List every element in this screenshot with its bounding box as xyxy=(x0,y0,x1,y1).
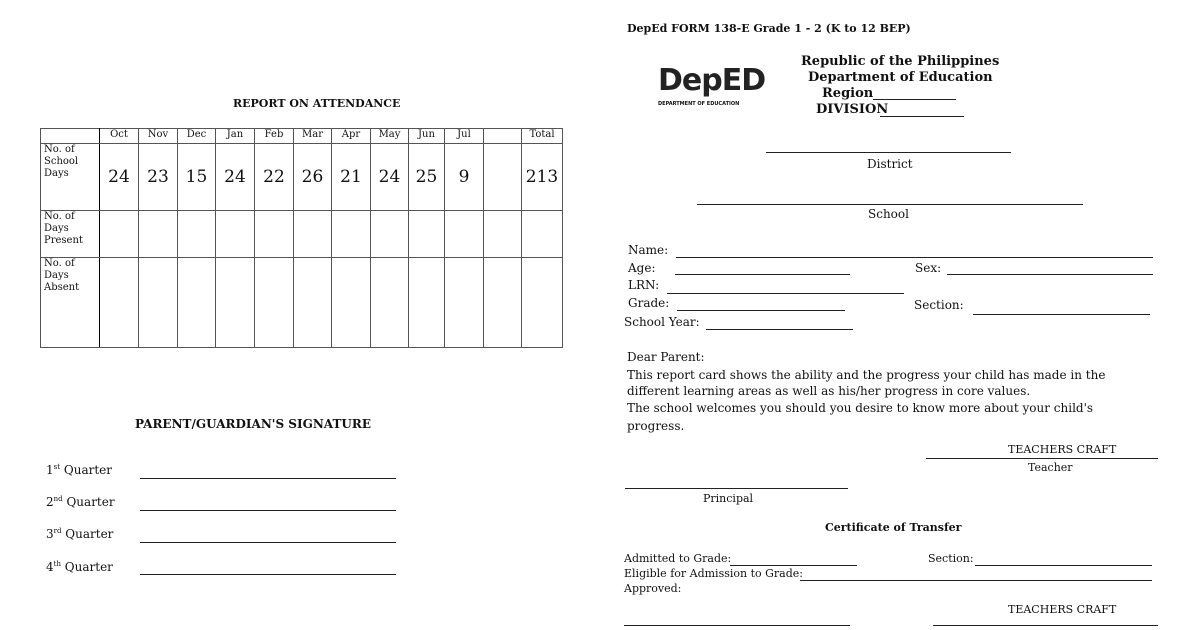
cell: 25 xyxy=(409,144,445,211)
eligible-field[interactable] xyxy=(800,580,1152,581)
quarter-4-label: 4th Quarter xyxy=(46,560,113,574)
row-label: No. of Days Absent xyxy=(41,258,100,348)
school-year-label: School Year: xyxy=(624,315,700,329)
attendance-title: REPORT ON ATTENDANCE xyxy=(233,97,401,110)
name-field[interactable] xyxy=(676,257,1153,258)
cell[interactable] xyxy=(445,258,484,348)
attendance-table xyxy=(40,128,563,348)
total-cell: 213 xyxy=(522,144,563,211)
cell: 22 xyxy=(255,144,294,211)
grade-label: Grade: xyxy=(628,296,670,310)
logo-text: DepED xyxy=(658,63,766,98)
month-header: Feb xyxy=(255,129,294,144)
age-field[interactable] xyxy=(675,274,850,275)
approved-signature-line xyxy=(624,625,850,626)
sex-label: Sex: xyxy=(915,261,942,275)
dear-parent: Dear Parent: xyxy=(627,350,705,364)
cell: 23 xyxy=(139,144,178,211)
eligible-label: Eligible for Admission to Grade: xyxy=(624,567,803,580)
cell[interactable] xyxy=(371,211,409,258)
cell[interactable] xyxy=(332,211,371,258)
certificate-title: Certificate of Transfer xyxy=(825,521,962,534)
row-label: No. of School Days xyxy=(41,144,100,211)
cell[interactable] xyxy=(178,258,216,348)
month-header: Jun xyxy=(409,129,445,144)
principal-signature-line xyxy=(625,488,848,489)
quarter-2-signature-line[interactable] xyxy=(140,510,396,511)
teacher-name: TEACHERS CRAFT xyxy=(1008,443,1117,456)
school-days-row xyxy=(41,144,563,211)
cell[interactable] xyxy=(100,258,139,348)
quarter-1-signature-line[interactable] xyxy=(140,478,396,479)
cell xyxy=(484,144,522,211)
logo-subtext: DEPARTMENT OF EDUCATION xyxy=(658,101,740,107)
cell[interactable] xyxy=(409,258,445,348)
row-label: No. of Days Present xyxy=(41,211,100,258)
division-label: DIVISION xyxy=(816,102,889,117)
month-header-row xyxy=(41,129,563,144)
month-header: Nov xyxy=(139,129,178,144)
district-field[interactable] xyxy=(766,152,1011,153)
section-field[interactable] xyxy=(973,314,1150,315)
cell: 24 xyxy=(371,144,409,211)
cell: 15 xyxy=(178,144,216,211)
approved-label: Approved: xyxy=(624,582,682,595)
district-label: District xyxy=(867,157,913,171)
cell[interactable] xyxy=(332,258,371,348)
admitted-label: Admitted to Grade: xyxy=(624,552,732,565)
month-header: Oct xyxy=(100,129,139,144)
signature-title: PARENT/GUARDIAN'S SIGNATURE xyxy=(135,417,371,431)
days-absent-row xyxy=(41,258,563,348)
month-header: Jan xyxy=(216,129,255,144)
school-field[interactable] xyxy=(697,204,1083,205)
cell[interactable] xyxy=(139,211,178,258)
school-label: School xyxy=(868,207,909,221)
cell: 24 xyxy=(216,144,255,211)
admitted-field[interactable] xyxy=(730,565,857,566)
cell[interactable] xyxy=(484,211,522,258)
division-field[interactable] xyxy=(880,116,964,117)
cell: 26 xyxy=(294,144,332,211)
quarter-2-label: 2nd Quarter xyxy=(46,495,115,509)
cell: 24 xyxy=(100,144,139,211)
days-present-row xyxy=(41,211,563,258)
lrn-label: LRN: xyxy=(628,278,660,292)
month-header: Mar xyxy=(294,129,332,144)
cell[interactable] xyxy=(255,211,294,258)
name-label: Name: xyxy=(628,243,669,257)
quarter-4-signature-line[interactable] xyxy=(140,574,396,575)
cell[interactable] xyxy=(255,258,294,348)
teacher-label: Teacher xyxy=(1028,461,1073,474)
cell[interactable] xyxy=(216,211,255,258)
cell[interactable] xyxy=(522,258,563,348)
letter-line: The school welcomes you should you desire to know more about your child's xyxy=(627,401,1094,415)
department: Department of Education xyxy=(808,70,993,85)
cell[interactable] xyxy=(216,258,255,348)
quarter-3-label: 3rd Quarter xyxy=(46,527,114,541)
teacher-signature-line-2 xyxy=(933,625,1158,626)
form-title: DepEd FORM 138-E Grade 1 - 2 (K to 12 BEP) xyxy=(627,22,911,35)
section-label: Section: xyxy=(914,298,964,312)
cell[interactable] xyxy=(445,211,484,258)
grade-field[interactable] xyxy=(677,310,845,311)
cell[interactable] xyxy=(409,211,445,258)
lrn-field[interactable] xyxy=(667,293,904,294)
letter-line: progress. xyxy=(627,419,685,433)
quarter-1-label: 1st Quarter xyxy=(46,463,112,477)
cell[interactable] xyxy=(371,258,409,348)
cell[interactable] xyxy=(178,211,216,258)
region-field[interactable] xyxy=(873,99,956,100)
region-label: Region xyxy=(822,86,874,101)
quarter-3-signature-line[interactable] xyxy=(140,542,396,543)
school-year-field[interactable] xyxy=(706,329,853,330)
letter-line: different learning areas as well as his/her progress in core values. xyxy=(627,384,1031,398)
month-header: May xyxy=(371,129,409,144)
cell[interactable] xyxy=(484,258,522,348)
cert-section-field[interactable] xyxy=(975,565,1152,566)
month-header: Jul xyxy=(445,129,484,144)
cell: 21 xyxy=(332,144,371,211)
month-header: Apr xyxy=(332,129,371,144)
republic: Republic of the Philippines xyxy=(801,54,1000,69)
total-header: Total xyxy=(522,129,563,144)
deped-logo xyxy=(658,64,773,114)
cell: 9 xyxy=(445,144,484,211)
age-label: Age: xyxy=(628,261,656,275)
cell[interactable] xyxy=(294,211,332,258)
principal-label: Principal xyxy=(703,492,754,505)
cell[interactable] xyxy=(294,258,332,348)
cert-section-label: Section: xyxy=(928,552,974,565)
teacher-name-2: TEACHERS CRAFT xyxy=(1008,603,1117,616)
teacher-signature-line xyxy=(926,458,1158,459)
cell[interactable] xyxy=(139,258,178,348)
cell[interactable] xyxy=(522,211,563,258)
month-header: Dec xyxy=(178,129,216,144)
sex-field[interactable] xyxy=(947,274,1153,275)
letter-line: This report card shows the ability and the progress your child has made in the xyxy=(627,368,1106,382)
cell[interactable] xyxy=(100,211,139,258)
